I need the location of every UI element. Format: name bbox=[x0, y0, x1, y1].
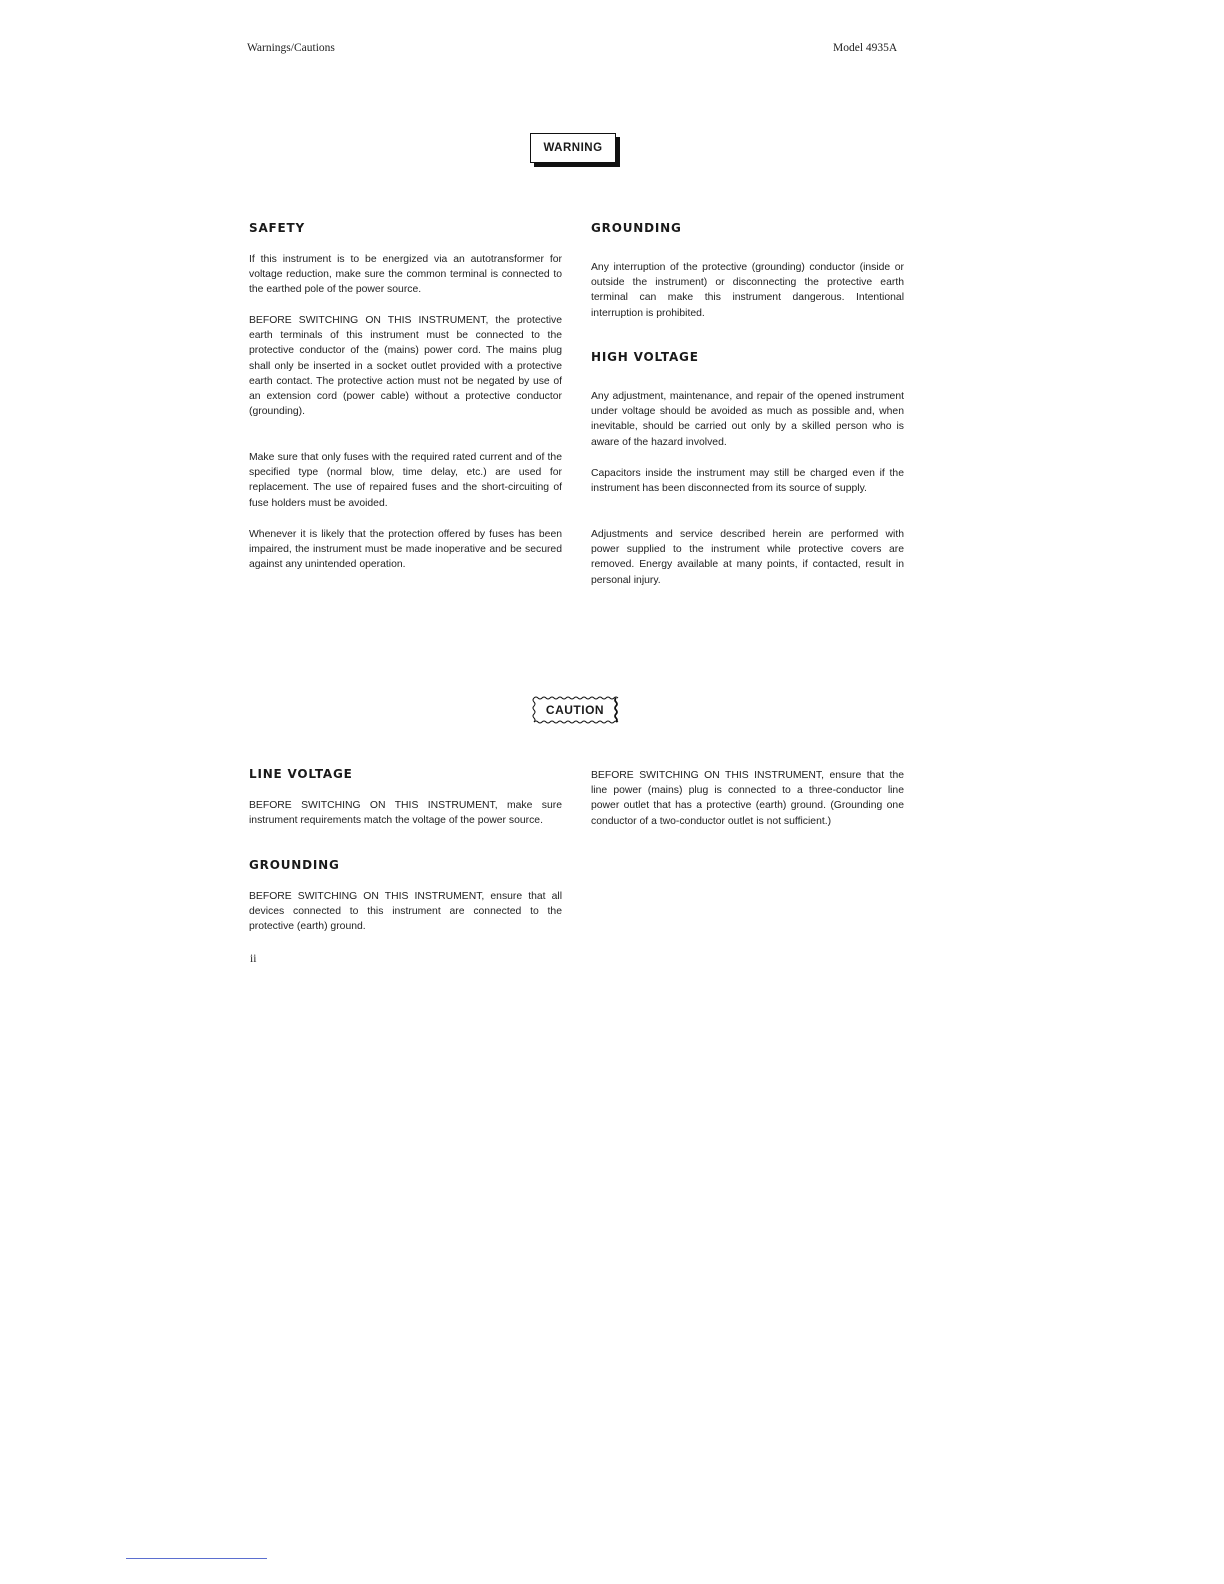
page-number: ii bbox=[250, 953, 257, 965]
footer-rule bbox=[126, 1558, 267, 1559]
safety-title: SAFETY bbox=[249, 221, 305, 235]
safety-paragraph-2: BEFORE SWITCHING ON THIS INSTRUMENT, the protective earth terminals of this instrument must be connected to the protective conductor of the (mains) power cord. The mains plug shall only be inserted in a socket outlet provided with a protective earth contact. The protective action must not be negated by use of an extension cord (power cable) without a protective conductor (grounding). bbox=[249, 315, 562, 418]
caution-label: CAUTION bbox=[545, 703, 605, 717]
safety-paragraph-3: Make sure that only fuses with the required rated current and of the specified type (normal blow, time delay, etc.) are used for replacement. The use of repaired fuses and the short-circuiting of fuse holders must be avoided. bbox=[249, 452, 562, 509]
safety-paragraph-4: Whenever it is likely that the protection offered by fuses has been impaired, the instrument must be made inoperative and be secured against any unintended operation. bbox=[249, 529, 562, 571]
high-voltage-paragraph-3: Adjustments and service described herein are performed with power supplied to the instrument while protective covers are removed. Energy available at many points, if contacted, result in personal injury. bbox=[591, 529, 904, 586]
caution-outlet-paragraph: BEFORE SWITCHING ON THIS INSTRUMENT, ensure that the line power (mains) plug is connected to a three-conductor line power outlet that has a protective (earth) ground. (Grounding one conductor of a two-conductor outlet is not sufficient.) bbox=[591, 770, 904, 827]
caution-grounding-paragraph: BEFORE SWITCHING ON THIS INSTRUMENT, ensure that all devices connected to this instrument are connected to the protective (earth) ground. bbox=[249, 891, 562, 933]
running-header-right: Model 4935A bbox=[833, 42, 898, 54]
line-voltage-title: LINE VOLTAGE bbox=[249, 767, 353, 781]
high-voltage-paragraph-1: Any adjustment, maintenance, and repair of the opened instrument under voltage should be avoided as much as possible and, when inevitable, should be carried out only by a skilled person who is aware of the hazard involved. bbox=[591, 391, 904, 448]
warning-badge bbox=[530, 133, 616, 163]
caution-badge bbox=[534, 697, 616, 723]
safety-paragraph-1: If this instrument is to be energized via an autotransformer for voltage reduction, make sure the common terminal is connected to the earthed pole of the power source. bbox=[249, 254, 562, 296]
high-voltage-title: HIGH VOLTAGE bbox=[591, 350, 699, 364]
line-voltage-paragraph: BEFORE SWITCHING ON THIS INSTRUMENT, make sure instrument requirements match the voltage of the power source. bbox=[249, 800, 562, 827]
grounding-paragraph: Any interruption of the protective (grounding) conductor (inside or outside the instrument) or disconnecting the protective earth terminal can make this instrument dangerous. Intentional interruption is prohibited. bbox=[591, 262, 904, 319]
warning-label: WARNING bbox=[543, 142, 603, 154]
grounding-title: GROUNDING bbox=[591, 221, 682, 235]
caution-grounding-title: GROUNDING bbox=[249, 858, 340, 872]
running-header-left: Warnings/Cautions bbox=[247, 42, 335, 54]
high-voltage-paragraph-2: Capacitors inside the instrument may still be charged even if the instrument has been disconnected from its source of supply. bbox=[591, 468, 904, 495]
